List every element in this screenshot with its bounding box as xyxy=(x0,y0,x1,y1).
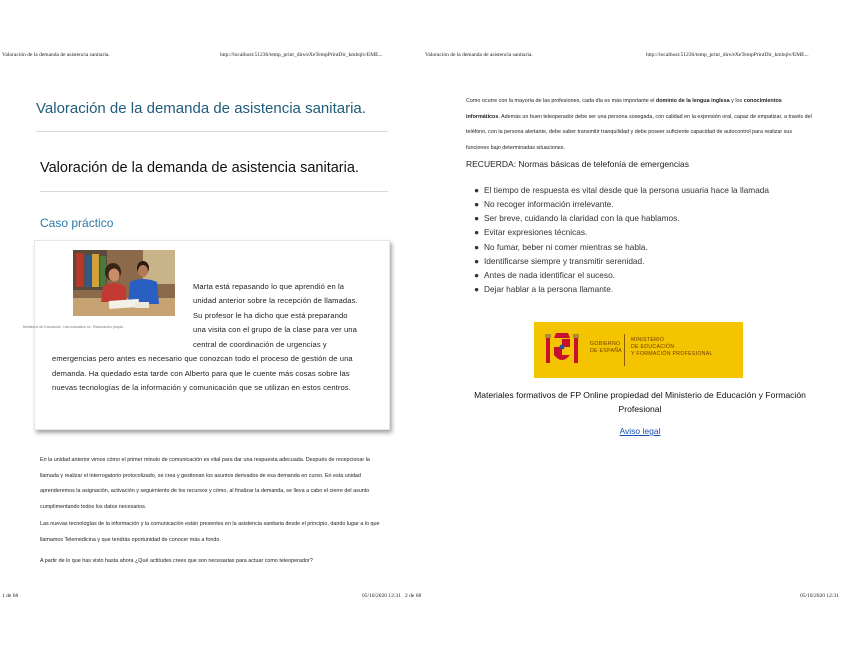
ministerio-logo xyxy=(534,322,743,378)
print-header-left-url: http://localhost:51236/temp_print_dirs/eXeTempPrintDir_kmbqlv/EME... xyxy=(220,52,383,58)
list-item: ● Dejar hablar a la persona llamante. xyxy=(474,282,769,296)
question-paragraph: A partir de lo que has visto hasta ahora ¿Qué actitudes crees que son necesarias para actuar como teleoperador? xyxy=(40,558,313,564)
title-divider xyxy=(36,131,388,132)
case-text-line: Su profesor le ha dicho que está preparando xyxy=(193,311,348,320)
bullet-icon: ● xyxy=(474,199,480,210)
bold-computer-skills: conocimientos informáticos xyxy=(466,98,782,120)
page-title: Valoración de la demanda de asistencia sanitaria. xyxy=(36,100,366,117)
caso-practico-heading: Caso práctico xyxy=(40,216,114,230)
list-item: ● Identificarse siempre y transmitir serenidad. xyxy=(474,254,769,268)
print-header-right-title: Valoración de la demanda de asistencia sanitaria. xyxy=(425,52,533,58)
bullet-icon: ● xyxy=(474,255,480,266)
tech-paragraph: Las nuevas tecnologías de la información y la comunicación están presentes en la asistencia sanitaria desde el principio, dando lugar a lo que llamamos Telemedicina y que tendrás oportunidad de conocer más a fondo. xyxy=(40,521,380,543)
case-text-line: emergencias pero antes es necesario que conozcan todo el proceso de gestión de una xyxy=(52,354,353,363)
case-text-line: demanda. Ha quedado esta tarde con Alberto para que le cuente más cosas sobre las xyxy=(52,369,350,378)
footer-middle-date: 05/10/2020 12:31 xyxy=(362,593,401,599)
case-text-line: nuevas tecnologías de la información y comunicación que se utilizan en estos centros. xyxy=(52,383,351,392)
case-text-line: una visita con el grupo de la clase para ver una xyxy=(193,325,357,334)
list-item: ● El tiempo de respuesta es vital desde que la persona usuaria hace la llamada xyxy=(474,183,769,197)
logo-divider xyxy=(624,334,625,366)
recuerda-heading: RECUERDA: Normas básicas de telefonía de emergencias xyxy=(466,159,689,169)
print-header-left-title: Valoración de la demanda de asistencia sanitaria. xyxy=(2,52,110,58)
footer-left-page: 1 de 68 xyxy=(2,593,19,599)
case-text-line: central de coordinación de urgencias y xyxy=(193,340,327,349)
skills-paragraph: Como ocurre con la mayoría de las profesiones, cada día es más importante el dominio de la lengua inglesa y los conocimientos informáticos. Además un buen teleoperador debe ser una persona sosegada, con calidad en la expresión oral, capaz de empatizar, a través del teléfono, con la persona alertante, debe saber transmitir tranquilidad y debe poseer suficiente capacidad de autocontrol para realizar sus funciones bajo determinadas situaciones. xyxy=(466,98,812,151)
footer-right-date: 05/10/2020 12:31 xyxy=(800,593,839,599)
section-divider xyxy=(40,191,388,192)
list-item: ● Ser breve, cuidando la claridad con la que hablamos. xyxy=(474,211,769,225)
materiales-text: Materiales formativos de FP Online propiedad del Ministerio de Educación y Formación Profesional xyxy=(474,390,806,414)
bullet-icon: ● xyxy=(474,269,480,280)
case-study-box xyxy=(23,240,390,430)
list-item: ● No fumar, beber ni comer mientras se habla. xyxy=(474,240,769,254)
section-title: Valoración de la demanda de asistencia sanitaria. xyxy=(40,160,359,176)
bold-english: dominio de la lengua inglesa xyxy=(655,98,730,104)
bullet-icon: ● xyxy=(474,185,480,195)
emergency-rules-list xyxy=(474,183,769,296)
gobierno-text: GOBIERNO DE ESPAÑA xyxy=(590,341,623,354)
photo-caption: Ministerio de Educación. Uso educativo nc. Elaboración propia. xyxy=(23,325,124,329)
coat-of-arms-icon xyxy=(544,331,580,369)
case-text-line: Marta está repasando lo que aprendió en la xyxy=(193,282,345,291)
bullet-icon: ● xyxy=(474,213,480,224)
case-text-line: unidad anterior sobre la recepción de llamadas. xyxy=(193,296,358,305)
footer-middle-page: 2 de 68 xyxy=(405,593,422,599)
aviso-legal-link[interactable]: Aviso legal xyxy=(619,426,661,436)
students-photo xyxy=(73,250,175,316)
bullet-icon: ● xyxy=(474,284,480,295)
bullet-icon: ● xyxy=(474,227,480,238)
list-item: ● No recoger información irrelevante. xyxy=(474,197,769,211)
ministerio-text: MINISTERIO DE EDUCACIÓN Y FORMACIÓN PROFESIONAL xyxy=(631,337,713,357)
print-header-right-url: http://localhost:51236/temp_print_dirs/eXeTempPrintDir_kmbqlv/EME... xyxy=(646,52,809,58)
intro-paragraph: En la unidad anterior vimos cómo el primer minuto de comunicación es vital para dar una respuesta adecuada. Después de recepcionar la llamada y realizar el interrogatorio protocolizado, se crea y gestionan los asuntos derivados de esa demanda en curso. En esta unidad aprenderemos la asignación, activación y seguimiento de los recursos y cómo, al finalizar la demanda, se lleva a cabo el cierre del asunto cumplimentando todos los datos necesarios. xyxy=(40,457,370,510)
list-item: ● Evitar expresiones técnicas. xyxy=(474,225,769,239)
list-item: ● Antes de nada identificar el suceso. xyxy=(474,268,769,282)
bullet-icon: ● xyxy=(474,241,480,252)
